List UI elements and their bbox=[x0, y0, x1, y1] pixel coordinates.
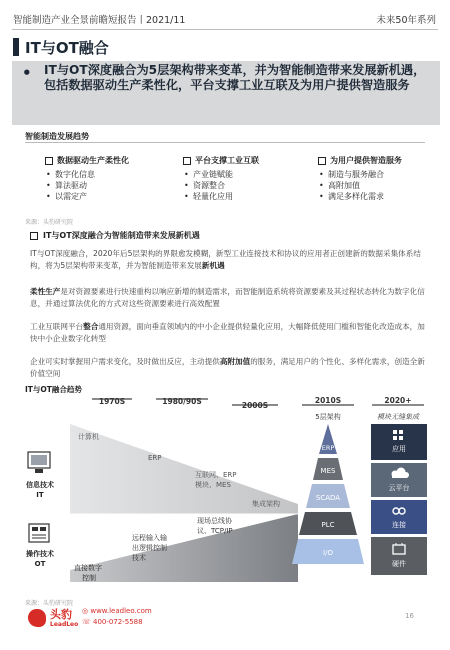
paragraph-3 bbox=[30, 321, 430, 345]
subsection-heading-text: IT与OT深度融合为智能制造带来发展新机遇 bbox=[43, 231, 200, 240]
trend-column-heading: 数据驱动生产柔性化 bbox=[57, 156, 129, 165]
pyramid-label: SCADA bbox=[315, 494, 341, 502]
trend-source: 来源：头豹研究院 bbox=[25, 219, 74, 226]
module-label: 硬件 bbox=[392, 560, 406, 568]
era-2020-sub: 模块无缝集成 bbox=[377, 413, 419, 421]
pyramid-label: ERP bbox=[321, 444, 335, 452]
footer-url[interactable] bbox=[82, 607, 152, 615]
header-series: 未来50年系列 bbox=[376, 15, 436, 26]
list-item: • 高附加值 bbox=[328, 180, 402, 191]
area-label: 计算机 bbox=[78, 433, 99, 441]
trend-column-1 bbox=[45, 155, 129, 202]
list-item: • 轻量化应用 bbox=[193, 191, 259, 202]
paragraph-text: 是对资源要素进行快速重构以响应新增的制造需求，而智能制造系统将资源要素及其过程状态转化为数字化信息，并通过算法优化的方式对这些资源要素进行高效配置 bbox=[30, 287, 425, 308]
summary-box bbox=[12, 61, 440, 125]
era-label: 2000S bbox=[241, 401, 269, 410]
ot-area bbox=[70, 514, 298, 582]
subsection-heading bbox=[30, 230, 200, 241]
header-report-title: 智能制造产业全景前瞻短报告丨2021/11 bbox=[13, 15, 186, 26]
list-item: • 满足多样化需求 bbox=[328, 191, 402, 202]
chart-title: IT与OT融合趋势 bbox=[25, 385, 82, 394]
checkbox-icon bbox=[183, 157, 191, 165]
paragraph-text: IT与OT深度融合，2020年后5层架构的界限愈发模糊，新型工业连接技术和协议的应用者正创建新的数据采集体系结构，将为5层架构带来变革，并为智能制造带来发展 bbox=[30, 249, 421, 270]
brand-name: 头豹 bbox=[50, 608, 72, 621]
it-ot-convergence-diagram bbox=[0, 392, 450, 597]
paragraph-text: 通用资源，面向垂直领域内的中小企业提供轻量化应用，大幅降低使用门槛和智能化改造成本，加快中小企业数字化转型 bbox=[30, 322, 425, 343]
era-label: 2010S bbox=[314, 396, 342, 405]
module-label: 云平台 bbox=[388, 484, 410, 492]
module-hardware bbox=[371, 537, 427, 575]
footer-phone-text: 400-072-5588 bbox=[92, 618, 143, 626]
checkbox-icon bbox=[45, 157, 53, 165]
era-label: 2020+ bbox=[384, 396, 412, 405]
paragraph-emphasis: 新机遇 bbox=[201, 261, 225, 270]
chart-source: 来源：头豹研究院 bbox=[25, 600, 74, 607]
page-title: IT与OT融合 bbox=[25, 39, 109, 57]
summary-bullet-icon: • bbox=[22, 64, 32, 82]
era-label: 1970S bbox=[98, 397, 126, 406]
globe-icon: ◎ bbox=[82, 607, 91, 615]
checkbox-icon bbox=[318, 157, 326, 165]
module-stack bbox=[371, 424, 427, 575]
five-layer-pyramid bbox=[292, 424, 364, 564]
ot-label: 操作技术 OT bbox=[26, 550, 54, 568]
paragraph-text: 的服务，满足用户的个性化、多样化需求，创造全新价值空间 bbox=[30, 357, 425, 378]
monitor-icon bbox=[28, 452, 50, 473]
pyramid-label: MES bbox=[320, 467, 336, 475]
pyramid-label: I/O bbox=[323, 549, 333, 557]
list-item: • 产业链赋能 bbox=[193, 169, 259, 180]
paragraph-1 bbox=[30, 248, 430, 272]
control-panel-icon bbox=[29, 524, 49, 542]
trend-column-heading: 平台支撑工业互联 bbox=[195, 156, 259, 165]
module-label: 连接 bbox=[392, 521, 406, 529]
list-item: • 算法驱动 bbox=[55, 180, 129, 191]
area-label: ERP bbox=[148, 454, 162, 462]
trend-column-3 bbox=[318, 155, 402, 202]
trend-section-divider bbox=[25, 142, 425, 143]
footer-phone bbox=[82, 618, 143, 626]
header-divider bbox=[12, 29, 438, 30]
area-label: 互联网、ERP 模块、MES bbox=[195, 471, 237, 489]
leopard-logo-icon bbox=[28, 609, 46, 627]
area-label: 集成架构 bbox=[252, 500, 280, 508]
module-label: 应用 bbox=[392, 445, 406, 453]
page-number: 16 bbox=[405, 612, 414, 620]
paragraph-text: 工业互联网平台 bbox=[30, 322, 84, 331]
pyramid-label: PLC bbox=[321, 521, 335, 529]
list-item: • 资源整合 bbox=[193, 180, 259, 191]
paragraph-emphasis: 柔性生产 bbox=[30, 287, 61, 296]
list-item: • 数字化信息 bbox=[55, 169, 129, 180]
module-app bbox=[371, 424, 427, 460]
era-2010-sub: 5层架构 bbox=[315, 413, 341, 421]
trend-column-2 bbox=[183, 155, 259, 202]
area-label: 远程输入输出逻辑控制技术 bbox=[132, 534, 167, 562]
title-accent-bar bbox=[13, 38, 19, 56]
list-item: • 制造与服务融合 bbox=[328, 169, 402, 180]
paragraph-4 bbox=[30, 356, 430, 380]
checkbox-icon bbox=[30, 232, 38, 240]
summary-text: IT与OT深度融合为5层架构带来变革，并为智能制造带来发展新机遇，包括数据驱动生产柔性化，平台支撑工业互联及为用户提供智造服务 bbox=[44, 63, 426, 92]
era-label: 1980/90S bbox=[162, 397, 202, 406]
brand-name-en: LeadLeo bbox=[50, 621, 79, 628]
paragraph-2 bbox=[30, 286, 430, 310]
list-item: • 以需定产 bbox=[55, 191, 129, 202]
trend-section-title: 智能制造发展趋势 bbox=[25, 132, 89, 141]
paragraph-emphasis: 高附加值 bbox=[219, 357, 251, 366]
area-label: 现场总线协议、TCP/IP bbox=[197, 517, 233, 535]
footer-url-text: www.leadleo.com bbox=[90, 607, 152, 615]
it-label: 信息技术 IT bbox=[26, 481, 54, 499]
paragraph-emphasis: 整合 bbox=[83, 322, 99, 331]
area-label: 直接数字控制 bbox=[74, 564, 102, 582]
phone-icon: ☏ bbox=[82, 618, 93, 626]
paragraph-text: 企业可实时掌握用户需求变化，及时做出反应，主动提供 bbox=[30, 357, 220, 366]
trend-column-heading: 为用户提供智造服务 bbox=[330, 156, 402, 165]
